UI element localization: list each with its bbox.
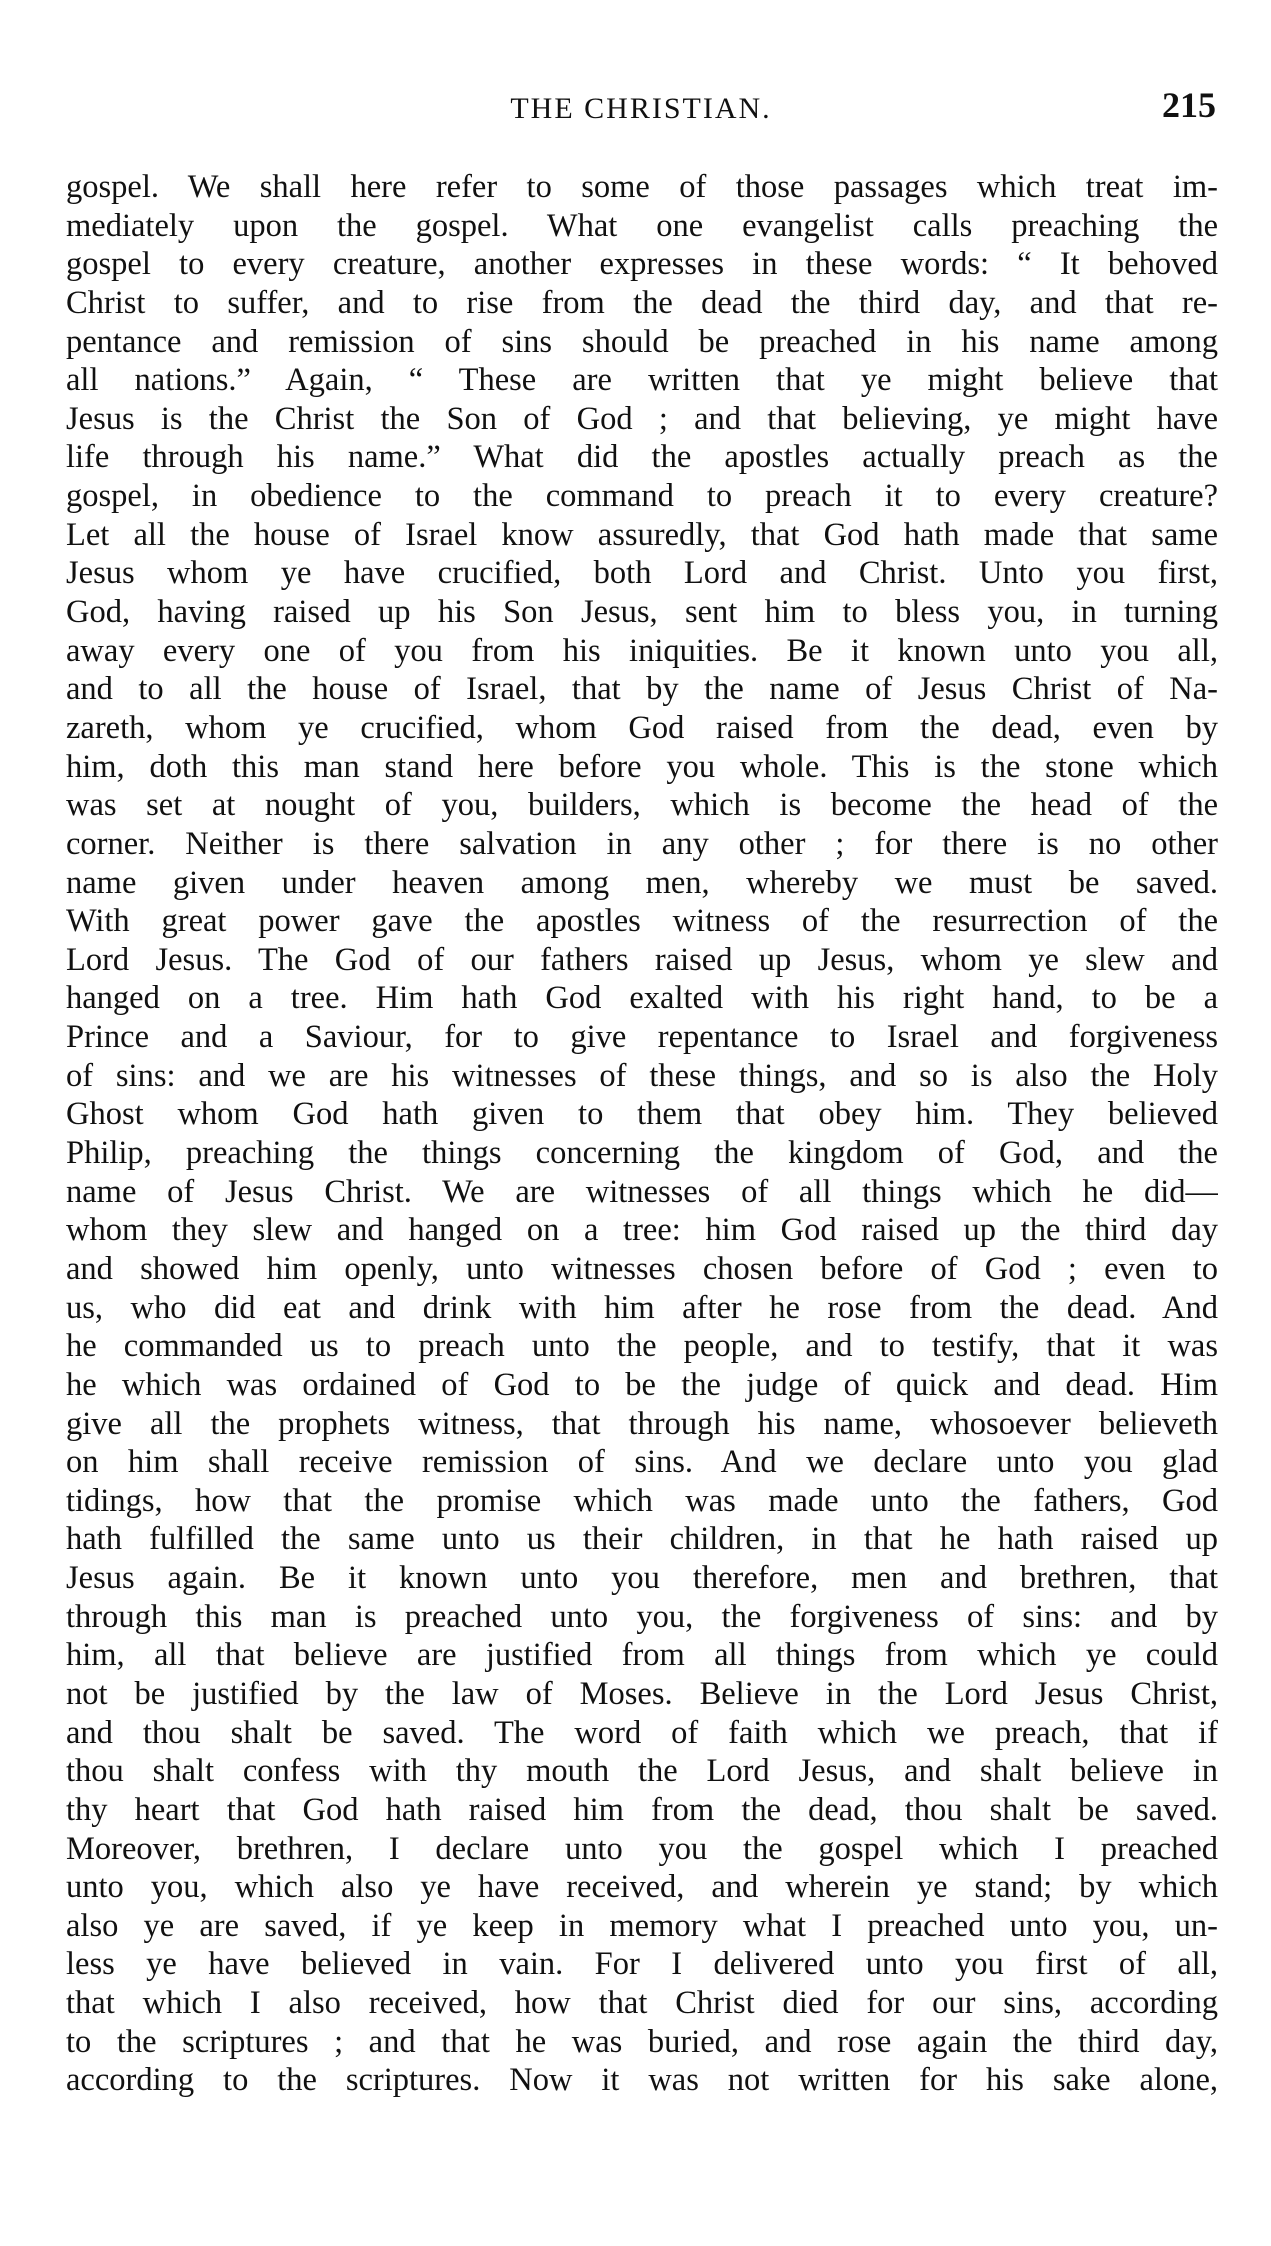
- text-line: life through his name.” What did the apostles actually preach as the: [66, 439, 1218, 476]
- text-line: away every one of you from his iniquities. Be it known unto you all,: [66, 632, 1218, 669]
- text-line: and thou shalt be saved. The word of faith which we preach, that if: [66, 1714, 1218, 1751]
- text-line: hanged on a tree. Him hath God exalted with his right hand, to be a: [66, 980, 1218, 1017]
- text-line: Jesus whom ye have crucified, both Lord and Christ. Unto you first,: [66, 555, 1218, 592]
- text-line: him, doth this man stand here before you whole. This is the stone which: [66, 748, 1218, 785]
- text-line: Prince and a Saviour, for to give repentance to Israel and forgiveness: [66, 1019, 1218, 1056]
- text-line: less ye have believed in vain. For I delivered unto you first of all,: [66, 1946, 1218, 1983]
- text-line: him, all that believe are justified from all things from which ye could: [66, 1637, 1218, 1674]
- text-line: corner. Neither is there salvation in any other ; for there is no other: [66, 825, 1218, 862]
- text-line: of sins: and we are his witnesses of these things, and so is also the Holy: [66, 1057, 1218, 1094]
- text-line: that which I also received, how that Christ died for our sins, according: [66, 1985, 1218, 2022]
- text-line: name given under heaven among men, whereby we must be saved.: [66, 864, 1218, 901]
- text-line: Jesus is the Christ the Son of God ; and that believing, ye might have: [66, 400, 1218, 437]
- page-number: 215: [1162, 85, 1216, 125]
- text-line: zareth, whom ye crucified, whom God raised from the dead, even by: [66, 709, 1218, 746]
- running-title: THE CHRISTIAN.: [510, 92, 772, 125]
- running-head: [66, 84, 1216, 134]
- text-line: name of Jesus Christ. We are witnesses of all things which he did—: [66, 1173, 1218, 1210]
- text-line: God, having raised up his Son Jesus, sent him to bless you, in turning: [66, 594, 1218, 631]
- text-line: gospel to every creature, another expresses in these words: “ It behoved: [66, 246, 1218, 283]
- text-line: was set at nought of you, builders, which is become the head of the: [66, 787, 1218, 824]
- text-line: on him shall receive remission of sins. And we declare unto you glad: [66, 1444, 1218, 1481]
- text-line: us, who did eat and drink with him after he rose from the dead. And: [66, 1289, 1218, 1326]
- text-line: whom they slew and hanged on a tree: him God raised up the third day: [66, 1212, 1218, 1249]
- text-line: Jesus again. Be it known unto you therefore, men and brethren, that: [66, 1560, 1218, 1597]
- text-line: he commanded us to preach unto the people, and to testify, that it was: [66, 1328, 1218, 1365]
- text-line: gospel, in obedience to the command to preach it to every creature?: [66, 478, 1218, 515]
- text-line: he which was ordained of God to be the judge of quick and dead. Him: [66, 1366, 1218, 1403]
- text-line: Ghost whom God hath given to them that obey him. They believed: [66, 1096, 1218, 1133]
- text-line: pentance and remission of sins should be preached in his name among: [66, 323, 1218, 360]
- text-line: thy heart that God hath raised him from the dead, thou shalt be saved.: [66, 1791, 1218, 1828]
- text-line: all nations.” Again, “ These are written that ye might believe that: [66, 362, 1218, 399]
- text-line: thou shalt confess with thy mouth the Lord Jesus, and shalt believe in: [66, 1753, 1218, 1790]
- text-line: also ye are saved, if ye keep in memory what I preached unto you, un-: [66, 1907, 1218, 1944]
- text-line: not be justified by the law of Moses. Believe in the Lord Jesus Christ,: [66, 1675, 1218, 1712]
- text-line: tidings, how that the promise which was made unto the fathers, God: [66, 1482, 1218, 1519]
- text-line: mediately upon the gospel. What one evangelist calls preaching the: [66, 207, 1218, 244]
- text-line: and showed him openly, unto witnesses chosen before of God ; even to: [66, 1250, 1218, 1287]
- text-line: With great power gave the apostles witness of the resurrection of the: [66, 903, 1218, 940]
- text-line: Let all the house of Israel know assuredly, that God hath made that same: [66, 516, 1218, 553]
- text-line: Lord Jesus. The God of our fathers raised up Jesus, whom ye slew and: [66, 941, 1218, 978]
- text-line: gospel. We shall here refer to some of those passages which treat im-: [66, 169, 1218, 205]
- text-line: according to the scriptures. Now it was not written for his sake alone,: [66, 2062, 1218, 2099]
- text-line: Christ to suffer, and to rise from the dead the third day, and that re-: [66, 284, 1218, 321]
- text-line: and to all the house of Israel, that by the name of Jesus Christ of Na-: [66, 671, 1218, 708]
- text-line: through this man is preached unto you, the forgiveness of sins: and by: [66, 1598, 1218, 1635]
- body-text: [66, 168, 1218, 2100]
- text-line: unto you, which also ye have received, and wherein ye stand; by which: [66, 1869, 1218, 1906]
- text-line: to the scriptures ; and that he was buried, and rose again the third day,: [66, 2023, 1218, 2060]
- text-line: give all the prophets witness, that through his name, whosoever believeth: [66, 1405, 1218, 1442]
- text-line: Moreover, brethren, I declare unto you the gospel which I preached: [66, 1830, 1218, 1867]
- text-line: Philip, preaching the things concerning the kingdom of God, and the: [66, 1135, 1218, 1172]
- text-line: hath fulfilled the same unto us their children, in that he hath raised up: [66, 1521, 1218, 1558]
